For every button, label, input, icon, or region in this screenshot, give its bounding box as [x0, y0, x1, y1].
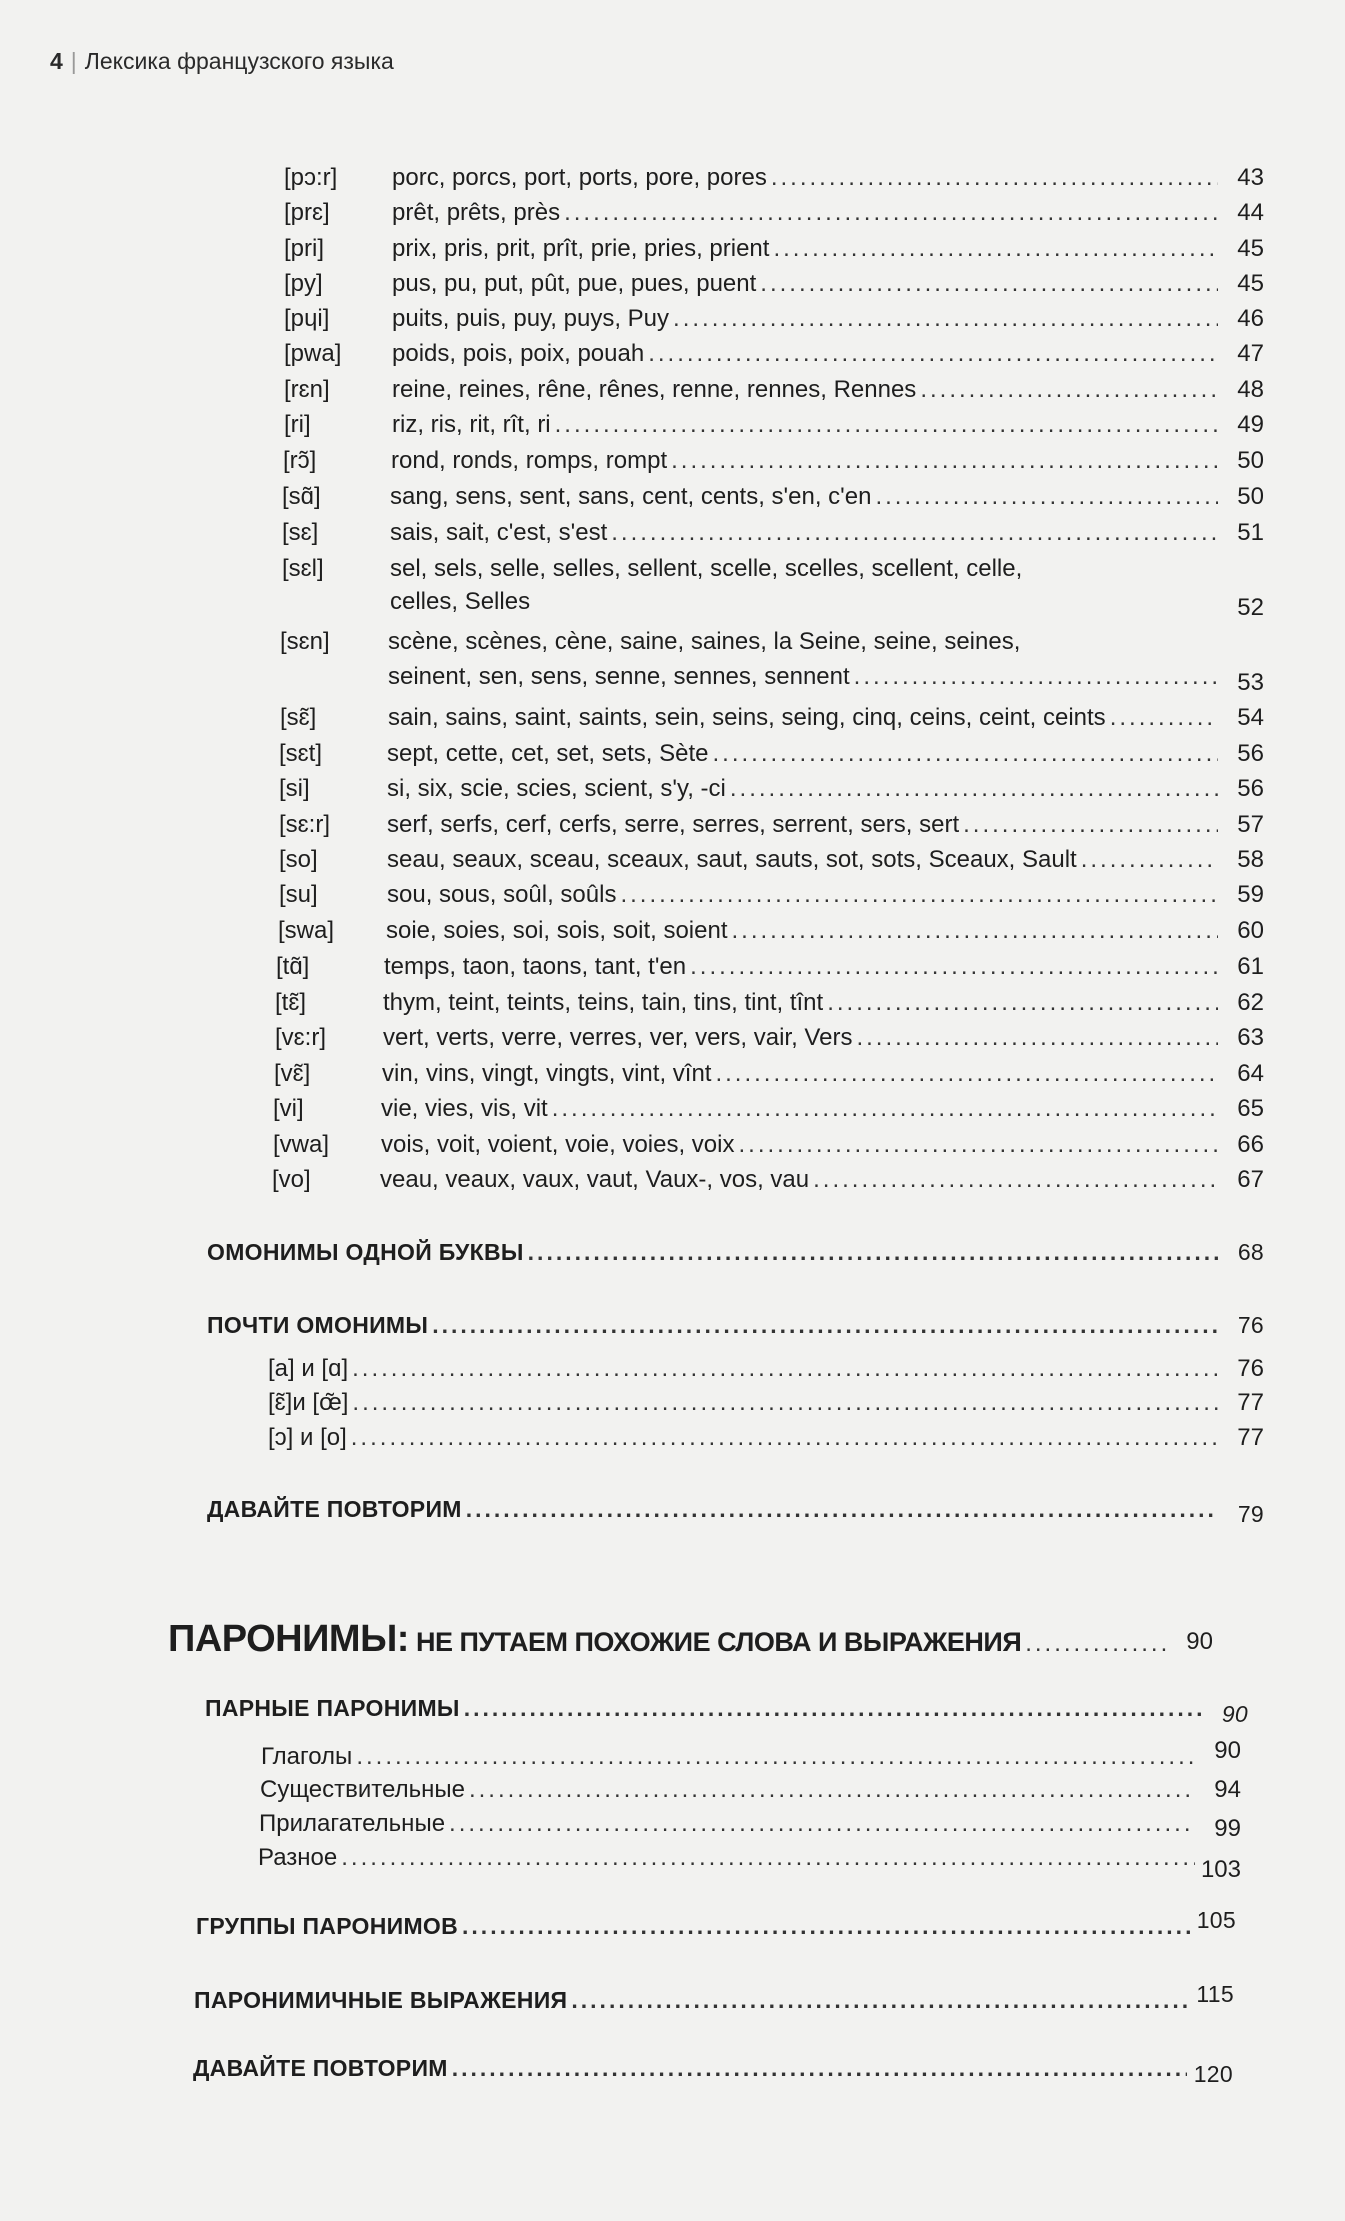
leader-dots [571, 1985, 1188, 2015]
leader-dots [827, 988, 1218, 1018]
subsection-label: Глаголы [261, 1743, 353, 1770]
entry-page: 56 [1237, 740, 1264, 767]
ipa-transcription: [sɛn] [280, 628, 330, 655]
toc-chapter-paronimy[interactable] [168, 1618, 1213, 1660]
leader-dots [856, 1023, 1218, 1053]
leader-dots [813, 1165, 1218, 1195]
entry-page: 50 [1237, 447, 1264, 474]
entry-words: porc, porcs, port, ports, pore, pores [392, 164, 767, 191]
leader-dots [648, 339, 1218, 369]
leader-dots [620, 880, 1218, 910]
entry-words: prêt, prêts, près [392, 199, 561, 226]
toc-entry-first-line[interactable] [282, 554, 1022, 584]
toc-entry[interactable] [273, 1130, 1264, 1160]
chapter-title: ПАРОНИМЫ: [168, 1618, 409, 1660]
chapter-subtitle: НЕ ПУТАЕМ ПОХОЖИЕ СЛОВА И ВЫРАЖЕНИЯ [408, 1627, 1022, 1657]
toc-entry[interactable] [284, 339, 1264, 369]
section-label: ДАВАЙТЕ ПОВТОРИМ [207, 1496, 462, 1522]
ipa-transcription: [vɛ:r] [275, 1024, 326, 1051]
leader-dots [854, 662, 1218, 692]
header-divider: | [70, 48, 77, 74]
entry-words: thym, teint, teints, teins, tain, tins, tint, tînt [383, 989, 824, 1016]
toc-entry[interactable] [279, 810, 1264, 840]
toc-entry[interactable] [284, 410, 1264, 440]
leader-dots [715, 1059, 1218, 1089]
toc-subsection[interactable] [259, 1809, 1241, 1842]
entry-page: 59 [1237, 881, 1264, 908]
subsection-label: [ɔ] и [o] [268, 1424, 347, 1451]
entry-words: vin, vins, vingt, vingts, vint, vînt [382, 1060, 712, 1087]
entry-page: 49 [1237, 411, 1264, 438]
section-page: 105 [1196, 1907, 1236, 1933]
ipa-transcription: [py] [284, 270, 323, 297]
leader-dots [771, 163, 1218, 193]
ipa-transcription: [sɛt] [279, 740, 323, 767]
leader-dots [731, 916, 1218, 946]
chapter-heading [168, 1618, 1022, 1660]
page-number: 4 [50, 48, 63, 74]
section-label: ПОЧТИ ОМОНИМЫ [207, 1312, 429, 1338]
entry-page: 51 [1237, 519, 1264, 546]
toc-section-gruppy-paronimov[interactable] [196, 1907, 1236, 1941]
entry-page: 64 [1237, 1060, 1264, 1087]
leader-dots [920, 375, 1218, 405]
entry-words: temps, taon, taons, tant, t'en [384, 953, 687, 980]
ipa-transcription: [pri] [284, 235, 325, 262]
ipa-transcription: [sɛl] [282, 555, 324, 582]
subsection-page: 77 [1237, 1424, 1264, 1451]
leader-dots [432, 1310, 1218, 1340]
running-header [50, 48, 394, 75]
toc-section-paronimichnye-vyrazheniya[interactable] [194, 1981, 1234, 2015]
subsection-page: 76 [1237, 1355, 1264, 1382]
toc-entry[interactable] [280, 703, 1264, 733]
toc-entry[interactable] [282, 482, 1264, 512]
subsection-page: 77 [1237, 1389, 1264, 1416]
leader-dots [352, 1388, 1218, 1418]
toc-entry-first-line[interactable] [280, 627, 1020, 657]
leader-dots [690, 952, 1218, 982]
toc-section-omonimy-odnoy-bukvy[interactable] [207, 1237, 1264, 1267]
toc-entry[interactable] [282, 518, 1264, 548]
toc-section-davayte-povtorim-2[interactable] [193, 2053, 1233, 2087]
leader-dots [555, 410, 1218, 440]
entry-page: 54 [1237, 704, 1264, 731]
entry-page: 58 [1237, 846, 1264, 873]
leader-dots [875, 482, 1218, 512]
entry-page: 65 [1237, 1095, 1264, 1122]
toc-entry[interactable] [273, 1094, 1264, 1124]
section-label: ДАВАЙТЕ ПОВТОРИМ [193, 2055, 448, 2081]
entry-words: sain, sains, saint, saints, sein, seins, seing, cinq, ceins, ceint, ceints [388, 704, 1106, 731]
leader-dots [760, 269, 1218, 299]
section-page: 115 [1196, 1981, 1234, 2007]
entry-words: soie, soies, soi, sois, soit, soient [386, 917, 728, 944]
entry-words: si, six, scie, scies, scient, s'y, -ci [387, 775, 726, 802]
entry-page: 47 [1237, 340, 1264, 367]
leader-dots [356, 1742, 1195, 1772]
entry-page: 62 [1237, 989, 1264, 1016]
entry-page: 45 [1237, 235, 1264, 262]
section-label: ОМОНИМЫ ОДНОЙ БУКВЫ [207, 1239, 524, 1265]
entry-words: sais, sait, c'est, s'est [390, 519, 608, 546]
ipa-transcription: [so] [279, 846, 318, 873]
ipa-transcription: [sɛ̃] [280, 704, 317, 731]
ipa-transcription: [rɔ̃] [283, 447, 317, 474]
ipa-transcription: [su] [279, 881, 318, 908]
leader-dots [611, 518, 1218, 548]
subsection-label: Разное [258, 1844, 338, 1871]
leader-dots [773, 234, 1218, 264]
entry-words: sou, sous, soûl, soûls [387, 881, 617, 908]
ipa-transcription: [vɛ̃] [274, 1060, 311, 1087]
leader-dots [452, 2053, 1187, 2083]
subsection-label: Прилагательные [259, 1810, 446, 1837]
toc-entry[interactable] [274, 1059, 1264, 1089]
leader-dots [552, 1094, 1218, 1124]
toc-entry[interactable] [279, 774, 1264, 804]
toc-subsection[interactable] [268, 1388, 1264, 1418]
leader-dots [341, 1843, 1195, 1873]
toc-section-davayte-povtorim[interactable] [207, 1494, 1264, 1527]
section-label: ПАРНЫЕ ПАРОНИМЫ [205, 1695, 460, 1721]
entry-page: 52 [1237, 594, 1264, 621]
toc-entry[interactable] [279, 739, 1264, 769]
ipa-transcription: [tɑ̃] [276, 953, 310, 980]
entry-words: sept, cette, cet, set, sets, Sète [387, 740, 709, 767]
ipa-transcription: [vo] [272, 1166, 311, 1193]
entry-words: veau, veaux, vaux, vaut, Vaux-, vos, vau [380, 1166, 810, 1193]
toc-entry[interactable] [279, 880, 1264, 910]
entry-words: puits, puis, puy, puys, Puy [392, 305, 670, 332]
ipa-transcription: [prɛ] [284, 199, 330, 226]
section-page: 79 [1237, 1501, 1264, 1527]
entry-page: 60 [1237, 917, 1264, 944]
toc-entry[interactable] [283, 446, 1264, 476]
ipa-transcription: [pwa] [284, 340, 342, 367]
ipa-transcription: [rɛn] [284, 376, 330, 403]
toc-section-parnye-paronimy[interactable] [205, 1693, 1248, 1727]
ipa-transcription: [vwa] [273, 1131, 330, 1158]
entry-page: 46 [1237, 305, 1264, 332]
toc-entry[interactable] [284, 163, 1264, 193]
subsection-page: 103 [1200, 1856, 1241, 1883]
leader-dots [564, 198, 1218, 228]
toc-entry[interactable] [284, 198, 1264, 228]
entry-words: riz, ris, rit, rît, ri [392, 411, 551, 438]
toc-subsection[interactable] [260, 1775, 1241, 1805]
toc-entry[interactable] [278, 916, 1264, 946]
entry-page: 50 [1237, 483, 1264, 510]
subsection-page: 94 [1214, 1776, 1241, 1803]
entry-words: sang, sens, sent, sans, cent, cents, s'en, c'en [390, 483, 872, 510]
ipa-transcription: [sɛ] [282, 519, 319, 546]
toc-entry[interactable] [284, 234, 1264, 264]
subsection-label: [a] и [ɑ] [268, 1355, 349, 1382]
ipa-transcription: [pɔ:r] [284, 164, 338, 191]
entry-page: 66 [1237, 1131, 1264, 1158]
ipa-transcription: [si] [279, 775, 310, 802]
subsection-page: 90 [1214, 1737, 1241, 1764]
entry-words: vois, voit, voient, voie, voies, voix [381, 1131, 735, 1158]
toc-entry[interactable] [275, 988, 1264, 1018]
leader-dots [1110, 703, 1218, 733]
leader-dots [738, 1130, 1218, 1160]
ipa-transcription: [pɥi] [284, 305, 330, 332]
entry-words: sel, sels, selle, selles, sellent, scelle, scelles, scellent, celle, [390, 555, 1023, 582]
toc-entry[interactable] [279, 845, 1264, 875]
toc-entry-continuation[interactable] [390, 587, 1264, 621]
entry-words: seau, seaux, sceau, sceaux, saut, sauts, sot, sots, Sceaux, Sault [387, 846, 1077, 873]
leader-dots [528, 1237, 1218, 1267]
toc-entry[interactable] [276, 952, 1264, 982]
entry-page: 43 [1237, 164, 1264, 191]
subsection-label: Существительные [260, 1776, 465, 1803]
entry-words: pus, pu, put, pût, pue, pues, puent [392, 270, 757, 297]
entry-words: reine, reines, rêne, rênes, renne, rennes, Rennes [392, 376, 917, 403]
leader-dots [469, 1775, 1195, 1805]
subsection-page: 99 [1214, 1815, 1241, 1842]
section-label: ПАРОНИМИЧНЫЕ ВЫРАЖЕНИЯ [194, 1987, 568, 2013]
leader-dots [730, 774, 1218, 804]
toc-entry[interactable] [275, 1023, 1264, 1053]
toc-entry-continuation[interactable] [388, 662, 1264, 696]
toc-subsection[interactable] [261, 1737, 1241, 1772]
toc-entry[interactable] [284, 375, 1264, 405]
entry-page: 63 [1237, 1024, 1264, 1051]
entry-page: 57 [1237, 811, 1264, 838]
subsection-label: [ɛ̃]и [œ̃] [268, 1389, 349, 1416]
leader-dots [352, 1354, 1218, 1384]
entry-page: 67 [1237, 1166, 1264, 1193]
entry-words-continued: seinent, sen, sens, senne, sennes, sennent [388, 663, 850, 690]
leader-dots [673, 304, 1218, 334]
ipa-transcription: [swa] [278, 917, 335, 944]
chapter-page: 90 [1186, 1628, 1213, 1655]
entry-page: 56 [1237, 775, 1264, 802]
toc-subsection[interactable] [268, 1423, 1264, 1453]
entry-words: prix, pris, prit, prît, prie, pries, prient [392, 235, 770, 262]
ipa-transcription: [tɛ̃] [275, 989, 307, 1016]
entry-words: scène, scènes, cène, saine, saines, la Seine, seine, seines, [388, 628, 1021, 655]
leader-dots [462, 1911, 1190, 1941]
section-label: ГРУППЫ ПАРОНИМОВ [196, 1913, 459, 1939]
entry-page: 45 [1237, 270, 1264, 297]
leader-dots [713, 739, 1219, 769]
entry-words: rond, ronds, romps, rompt [391, 447, 668, 474]
entry-words-continued: celles, Selles [390, 588, 531, 615]
book-title: Лексика французского языка [84, 48, 394, 74]
leader-dots [963, 810, 1218, 840]
entry-words: poids, pois, poix, pouah [392, 340, 645, 367]
section-page: 120 [1193, 2061, 1233, 2087]
entry-page: 44 [1237, 199, 1264, 226]
entry-page: 61 [1237, 953, 1264, 980]
entry-page: 53 [1237, 669, 1264, 696]
toc-section-pochti-omonimy[interactable] [207, 1310, 1264, 1340]
entry-words: vert, verts, verre, verres, ver, vers, vair, Vers [383, 1024, 853, 1051]
leader-dots [671, 446, 1218, 476]
toc-entry[interactable] [284, 269, 1264, 299]
entry-page: 48 [1237, 376, 1264, 403]
section-page: 90 [1221, 1701, 1248, 1727]
leader-dots [351, 1423, 1218, 1453]
ipa-transcription: [vi] [273, 1095, 304, 1122]
entry-words: vie, vies, vis, vit [381, 1095, 548, 1122]
leader-dots [449, 1809, 1195, 1839]
ipa-transcription: [sɛ:r] [279, 811, 330, 838]
toc-entry[interactable] [272, 1165, 1264, 1195]
section-page: 68 [1237, 1239, 1264, 1265]
leader-dots [1025, 1629, 1167, 1659]
toc-subsection[interactable] [258, 1843, 1241, 1883]
section-page: 76 [1237, 1312, 1264, 1338]
toc-subsection[interactable] [268, 1354, 1264, 1384]
toc-entry[interactable] [284, 304, 1264, 334]
ipa-transcription: [ri] [284, 411, 311, 438]
entry-words: serf, serfs, cerf, cerfs, serre, serres, serrent, sers, sert [387, 811, 960, 838]
leader-dots [1081, 845, 1218, 875]
ipa-transcription: [sɑ̃] [282, 483, 321, 510]
leader-dots [466, 1494, 1218, 1524]
leader-dots [464, 1693, 1202, 1723]
